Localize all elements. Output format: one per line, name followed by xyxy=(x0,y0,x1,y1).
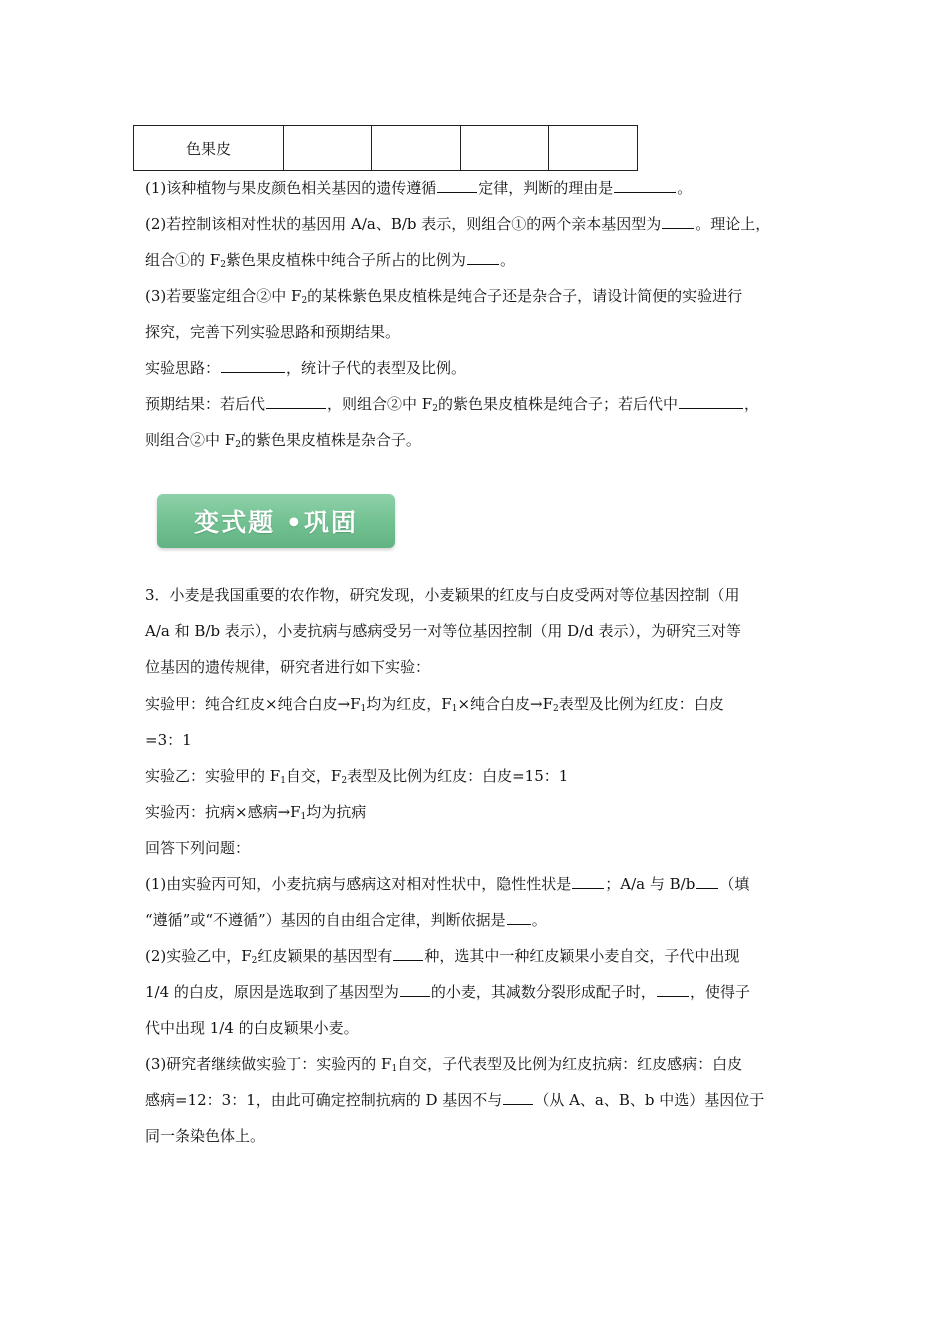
experiment-bing-line: 实验丙：抗病×感病$\to F_1$均为抗病 xyxy=(145,803,367,822)
table-cell xyxy=(284,126,372,171)
q3-part1-line2: “遵循”或“不遵循”）基因的自由组合定律，判断依据是 。 xyxy=(145,911,547,929)
q2-part2-line2: 组合①的 $F_2$紫色果皮植株中纯合子所占的比例为 。 xyxy=(145,251,515,270)
q3-part3-line1: (3)研究者继续做实验丁：实验丙的 $F_1$自交，子代表型及比例为红皮抗病：红皮感病：白皮 xyxy=(145,1055,743,1074)
answer-blank xyxy=(657,982,689,997)
q2-part1-line: (1)该种植物与果皮颜色相关基因的遗传遵循 定律，判断的理由是 。 xyxy=(145,179,693,197)
q3-intro-line3: 位基因的遗传规律，研究者进行如下实验： xyxy=(145,658,431,676)
experiment-idea-line: 实验思路： ，统计子代的表型及比例。 xyxy=(145,359,467,377)
answer-blank xyxy=(221,358,285,373)
q2-part2-line1: (2)若控制该相对性状的基因用 A/a、B/b 表示，则组合①的两个亲本基因型为 。理论上， xyxy=(145,215,771,233)
answer-blank xyxy=(400,982,430,997)
q2-part3-line2: 探究，完善下列实验思路和预期结果。 xyxy=(145,323,401,341)
section-banner xyxy=(157,494,395,548)
q3-part2-line1: (2)实验乙中，$F_2$红皮颖果的基因型有 种，选其中一种红皮颖果小麦自交，子代中出现 xyxy=(145,947,740,966)
table-row-label: 色果皮 xyxy=(134,126,284,171)
q3-part3-line3: 同一条染色体上。 xyxy=(145,1127,266,1145)
table-row xyxy=(134,126,638,171)
experiment-yi-line: 实验乙：实验甲的 $F_1$自交，$F_2$表型及比例为红皮：白皮=15：1 xyxy=(145,767,569,786)
expected-result-line2: 则组合②中 $F_2$的紫色果皮植株是杂合子。 xyxy=(145,431,421,450)
table-cell xyxy=(372,126,461,171)
answer-blank xyxy=(696,874,718,889)
q3-part3-line2: 感病=12：3：1，由此可确定控制抗病的 D 基因不与 （从 A、a、B、b 中选）基因位于 xyxy=(145,1091,765,1109)
q3-part2-line3: 代中出现 1/4 的白皮颖果小麦。 xyxy=(145,1019,359,1037)
q3-intro-line1: 3．小麦是我国重要的农作物，研究发现，小麦颖果的红皮与白皮受两对等位基因控制（用 xyxy=(145,586,740,604)
q2-part3-line1: (3)若要鉴定组合②中 $F_2$的某株紫色果皮植株是纯合子还是杂合子，请设计简便的实验进行 xyxy=(145,287,743,306)
expected-result-line: 预期结果：若后代 ，则组合②中 $F_2$的紫色果皮植株是纯合子；若后代中 ， xyxy=(145,395,759,414)
answer-blank xyxy=(437,178,477,193)
table-cell xyxy=(549,126,638,171)
experiment-jia-line: 实验甲：纯合红皮×纯合白皮$\to F_1$均为红皮，$F_1\times$纯合白皮$\to F_2$表型及比例为红皮：白皮 xyxy=(145,695,724,714)
answer-blank xyxy=(503,1090,533,1105)
q3-intro-line2: A/a 和 B/b 表示），小麦抗病与感病受另一对等位基因控制（用 D/d 表示），为研究三对等 xyxy=(145,622,742,640)
answer-blank xyxy=(572,874,604,889)
answer-prompt: 回答下列问题： xyxy=(145,839,251,857)
banner-title: 变式题 •巩固 xyxy=(194,508,358,537)
table-cell xyxy=(461,126,549,171)
answer-blank xyxy=(507,910,531,925)
genetics-table-fragment xyxy=(133,125,638,171)
answer-blank xyxy=(679,394,743,409)
answer-blank xyxy=(266,394,326,409)
answer-blank xyxy=(467,250,499,265)
answer-blank xyxy=(614,178,676,193)
q3-part1-line1: (1)由实验丙可知，小麦抗病与感病这对相对性状中，隐性性状是 ；A/a 与 B/b （填 xyxy=(145,875,750,893)
answer-blank xyxy=(393,946,423,961)
answer-blank xyxy=(662,214,694,229)
q3-part2-line2: 1/4 的白皮，原因是选取到了基因型为 的小麦，其减数分裂形成配子时， ，使得子 xyxy=(145,983,750,1001)
experiment-jia-ratio: =3：1 xyxy=(145,731,192,749)
